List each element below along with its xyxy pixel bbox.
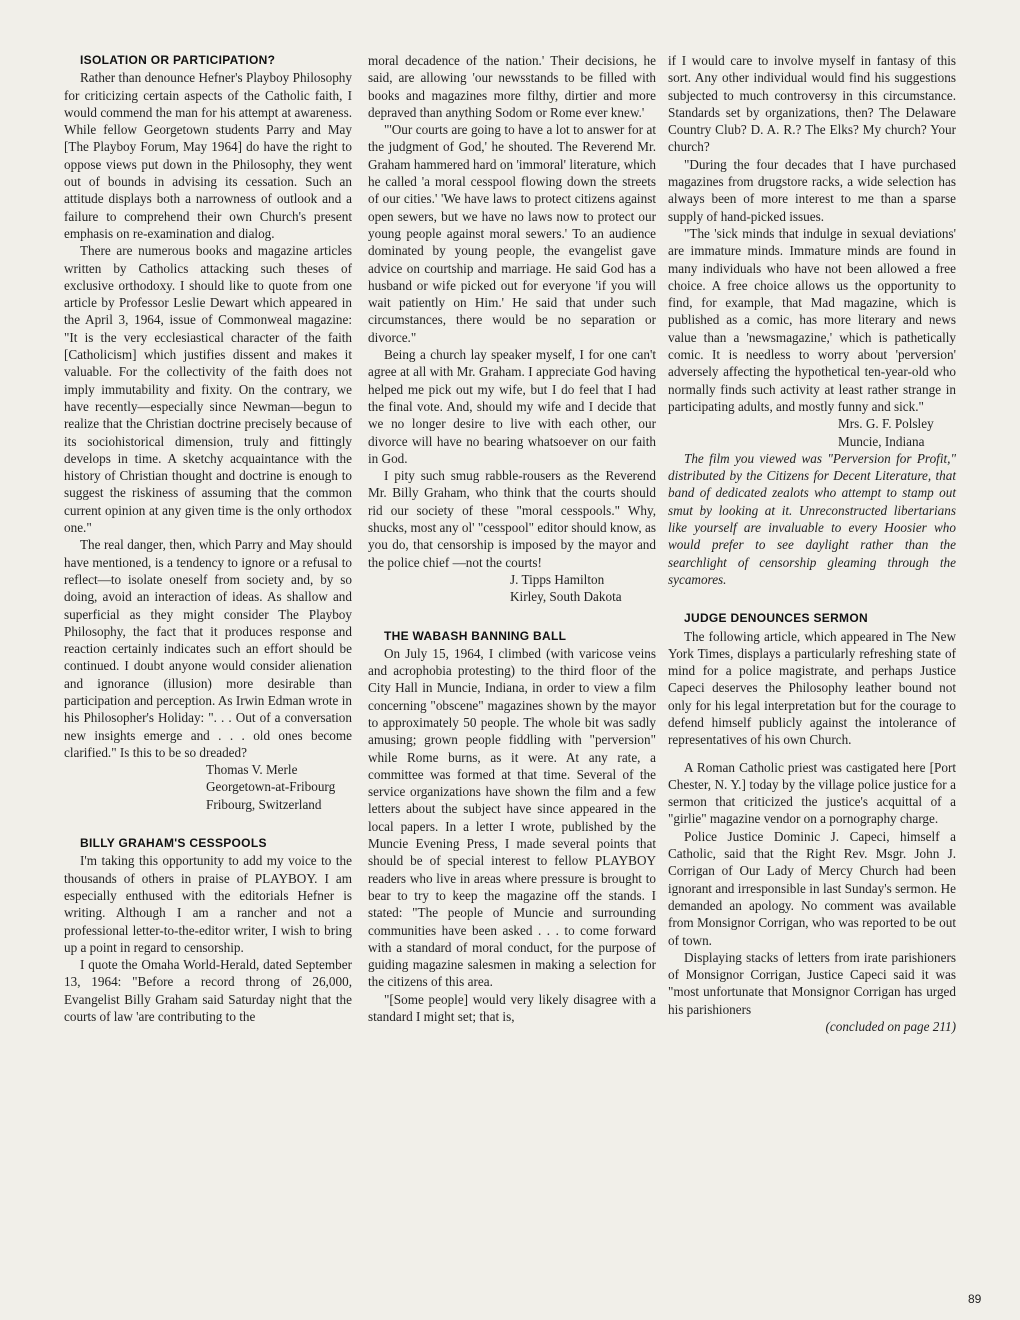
signature-name: J. Tipps Hamilton bbox=[510, 571, 605, 587]
quoted-paragraph: A Roman Catholic priest was castigated here [Port Chester, N. Y.] today by the village police justice for a sermon that criticized the justice's acquittal of a "girlie" magazine vendor on a pornography charge. bbox=[668, 759, 956, 827]
paragraph: There are numerous books and magazine articles written by Catholics attacking such theses of exclusive orthodoxy. I should like to quote from one article by Professor Leslie Dewart which appeared in the April 3, 1964, issue of Commonweal magazine: "It is the very ecclesiastical character of the faith [Catholicism] which justifies dissent and makes it valuable. For the collectivity of the faith does not imply immutability and fixity. On the contrary, we have recently—especially since Newman—begun to realize that the Christian doctrine precisely because of its sociohistorical dimension, truly and fittingly develops in time. A sketchy acquaintance with the history of Christian thought and doctrine is enough to suggest the riskiness of assuming that the common current opinion at any given time is the only orthodox one." bbox=[64, 243, 352, 536]
column-2 bbox=[368, 52, 656, 1025]
quoted-paragraph: Displaying stacks of letters from irate parishioners of Monsignor Corrigan, Justice Capeci said it was "most unfortunate that Monsignor Corrigan has urged his parishioners bbox=[668, 949, 956, 1017]
paragraph: Being a church lay speaker myself, I for one can't agree at all with Mr. Graham. I appreciate God having helped me pick out my wife, but I do feel that I had the final vote. And, should my wife and I decide that we no longer desire to live with each other, our divorce will have no bearing whatsoever on our faith in God. bbox=[368, 347, 656, 466]
paragraph: I quote the Omaha World-Herald, dated September 13, 1964: "Before a record throng of 26,000, Evangelist Billy Graham said Saturday night that the courts of law 'are contributing to the bbox=[64, 957, 352, 1025]
heading-judge: JUDGE DENOUNCES SERMON bbox=[684, 611, 868, 626]
signature-location: Fribourg, Switzerland bbox=[206, 796, 322, 812]
heading-billy-graham: BILLY GRAHAM'S CESSPOOLS bbox=[80, 836, 267, 851]
column-3 bbox=[668, 52, 956, 1035]
paragraph: On July 15, 1964, I climbed (with varicose veins and acrophobia protesting) to the third floor of the City Hall in Muncie, Indiana, in order to view a film concerning "obscene" magazines shown by the mayor to approximately 50 people. The whole bit was sadly amusing; grown people fiddling with "perversion" while Rome burns, as it were. At any rate, a committee was formed at that time. Several of the service organizations have shown the film and a few letters about the subject have since appeared in the local papers. In a letter I wrote, published by the Muncie Evening Press, I made several points that should be of special interest to fellow PLAYBOY readers who live in areas where pressure is brought to bear to try to keep the magazine off the stands. I stated: "The people of Muncie and surrounding communities have been asked . . . to come forward with a standard of moral conduct, for the purpose of guiding magazine salesmen in making a selection for the citizens of this area. bbox=[368, 645, 656, 990]
column-1 bbox=[64, 52, 352, 1025]
page-number: 89 bbox=[968, 1292, 982, 1306]
paragraph: "During the four decades that I have purchased magazines from drugstore racks, a wide selection has always been of more interest to me than a sparse supply of hand-picked issues. bbox=[668, 156, 956, 224]
paragraph: "'Our courts are going to have a lot to answer for at the judgment of God,' he shouted. The Reverend Mr. Graham hammered hard on 'immoral' literature, which he called 'a moral cesspool flowing down the streets of our cities.' 'We have laws to protect citizens against open sewers, but we have no laws now to protect our young people against moral sewers.' To an audience dominated by young people, the evangelist gave advice on courtship and marriage. He said God has a husband or wife picked out for everyone 'if you will wait patiently on Him.' He said that under such circumstances, there would be no separation or divorce." bbox=[368, 122, 656, 345]
paragraph: The following article, which appeared in The New York Times, displays a particularly refreshing state of mind for a police magistrate, and perhaps Justice Capeci deserves the Philosophy leather bound not only for his legal interpretation but for the courage to defend himself publicly against the intolerance of representatives of his own Church. bbox=[668, 628, 956, 748]
quoted-paragraph: Police Justice Dominic J. Capeci, himself a Catholic, said that the Right Rev. Msgr. John J. Corrigan of Our Lady of Mercy Church had been ignorant and irresponsible in last Sunday's sermon. He demanded an apology. No comment was available from Monsignor Corrigan, who was reported to be out of town. bbox=[668, 828, 956, 948]
paragraph: if I would care to involve myself in fantasy of this sort. Any other individual would find his suggestions subjected to much controversy in this circumstance. Standards set by organizations, then? The Delaware Country Club? D. A. R.? The Elks? My church? Your church? bbox=[668, 53, 956, 155]
paragraph: moral decadence of the nation.' Their decisions, he said, are allowing 'our newsstands to be filled with books and magazines more filthy, dirtier and more depraved than anything Sodom or Rome ever knew.' bbox=[368, 53, 656, 120]
signature-name: Mrs. G. F. Polsley bbox=[838, 416, 934, 432]
signature-location: Muncie, Indiana bbox=[838, 433, 925, 449]
heading-isolation: ISOLATION OR PARTICIPATION? bbox=[80, 53, 276, 67]
signature-affiliation: Georgetown-at-Fribourg bbox=[206, 779, 336, 795]
paragraph: I pity such smug rabble-rousers as the Reverend Mr. Billy Graham, who think that the courts should rid our society of these "moral cesspools." Why, shucks, most any ol' "cesspool" editor should know, as you do, that censorship is imposed by the mayor and the police chief —not the courts! bbox=[368, 468, 656, 570]
continuation-note: (concluded on page 211) bbox=[825, 1019, 956, 1035]
heading-wabash: THE WABASH BANNING BALL bbox=[384, 628, 567, 643]
editor-reply: The film you viewed was "Perversion for Profit," distributed by the Citizens for Decent Literature, that band of dedicated zealots who attempt to stamp out smut by looking at it. Unreconstructed libertarians like yourself are invaluable to every Hoosier who would prefer to see daylight rather than the searchlight of censorship gleaming through the sycamores. bbox=[668, 450, 956, 587]
paragraph: Rather than denounce Hefner's Playboy Philosophy for criticizing certain aspects of the Catholic faith, I would commend the man for his attempt at awareness. While fellow Georgetown students Parry and May [The Playboy Forum, May 1964] do have the right to oppose views put down in the Philosophy, they went out of bounds in advising its cessation. Such an attitude displays both a narrowness of outlook and a failure to comprehend their own Church's present emphasis on re-examination and dialog. bbox=[64, 70, 352, 241]
signature-name: Thomas V. Merle bbox=[206, 762, 298, 778]
paragraph: "The 'sick minds that indulge in sexual deviations' are immature minds. Immature minds are found in many individuals who have not been allowed a free choice. A free choice allows us the opportunity to find, for example, that Mad magazine, which is published as a comic, has more literary and news value than a 'newsmagazine,' which is pathetically comic. It is needless to worry about 'perversion' adversely affecting the hypothetical ten-year-old who normally finds such activity at least rather strange in participating adults, and mostly funny and sick." bbox=[668, 225, 956, 414]
signature-location: Kirley, South Dakota bbox=[510, 589, 622, 605]
paragraph: I'm taking this opportunity to add my voice to the thousands of others in praise of PLAYBOY. I am especially enthused with the editorials Hefner is writing. Although I am a rancher and not a professional letter-to-the-editor writer, I wish to bring up a point in regard to censorship. bbox=[64, 853, 352, 955]
paragraph: The real danger, then, which Parry and May should have mentioned, is a tendency to ignore or a refusal to reflect—to isolate oneself from society and, by so doing, avoid an interaction of ideas. As shallow and superficial as they might consider The Playboy Philosophy, the fact that it produces response and reaction certainly indicates such an effort should be continued. I doubt anyone would consider alienation and ignorance (illusion) more desirable than participation and perception. As Irwin Edman wrote in his Philosopher's Holiday: ". . . Out of a conversation new insights emerge and . . . old ones become clarified." Is this to be so dreaded? bbox=[64, 537, 352, 760]
paragraph: "[Some people] would very likely disagree with a standard I might set; that is, bbox=[368, 991, 656, 1025]
